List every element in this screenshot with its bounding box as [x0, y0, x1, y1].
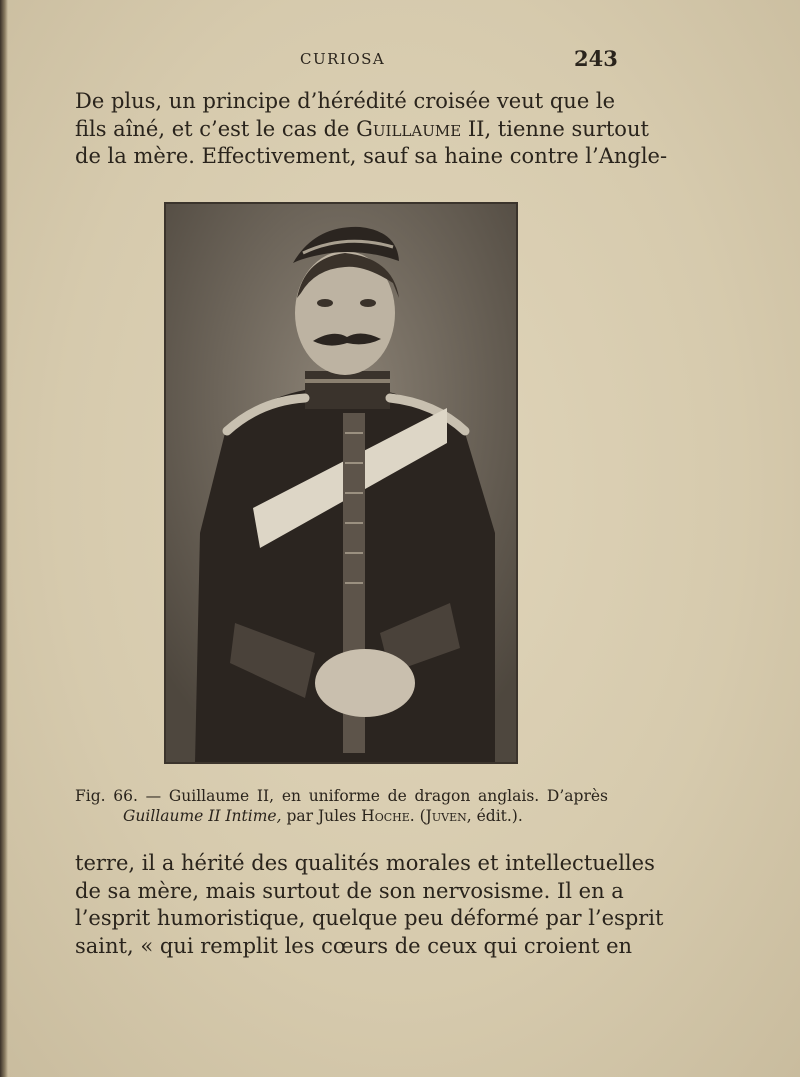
publisher-name: Juven	[425, 807, 467, 825]
text-run: , édit.).	[466, 807, 523, 825]
small-caps-name: Guillaume	[356, 116, 462, 141]
caption-line	[75, 806, 608, 826]
text-line	[75, 116, 649, 144]
text-run: fils aîné, et c’est le cas de	[75, 116, 357, 141]
book-spine-shadow	[0, 0, 8, 1077]
caption-line: Fig. 66. — Guillaume II, en uniforme de dragon anglais. D’après	[75, 787, 608, 805]
text-run: par Jules	[281, 807, 362, 825]
portrait-illustration	[165, 203, 517, 763]
figure-caption	[75, 786, 608, 826]
text-line: terre, il a hérité des qualités morales et intellectuelles	[75, 851, 655, 875]
author-name: Hoche	[361, 807, 410, 825]
text-run: . (	[409, 807, 426, 825]
text-run: II, tienne surtout	[461, 116, 649, 141]
paragraph-bottom	[75, 850, 664, 960]
running-head: CURIOSA	[300, 50, 386, 68]
text-line: de la mère. Effectivement, sauf sa haine contre l’Angle-	[75, 144, 668, 169]
paragraph-top	[75, 88, 668, 171]
book-title: Guillaume II Intime,	[123, 807, 282, 825]
portrait-photograph	[164, 202, 518, 764]
text-line: l’esprit humoristique, quelque peu déformé par l’esprit	[75, 906, 664, 931]
text-line: de sa mère, mais surtout de son nervosisme. Il en a	[75, 878, 624, 903]
text-line: saint, « qui remplit les cœurs de ceux qui croient en	[75, 933, 633, 958]
text-line: De plus, un principe d’hérédité croisée veut que le	[75, 89, 616, 113]
page-number: 243	[574, 46, 618, 71]
